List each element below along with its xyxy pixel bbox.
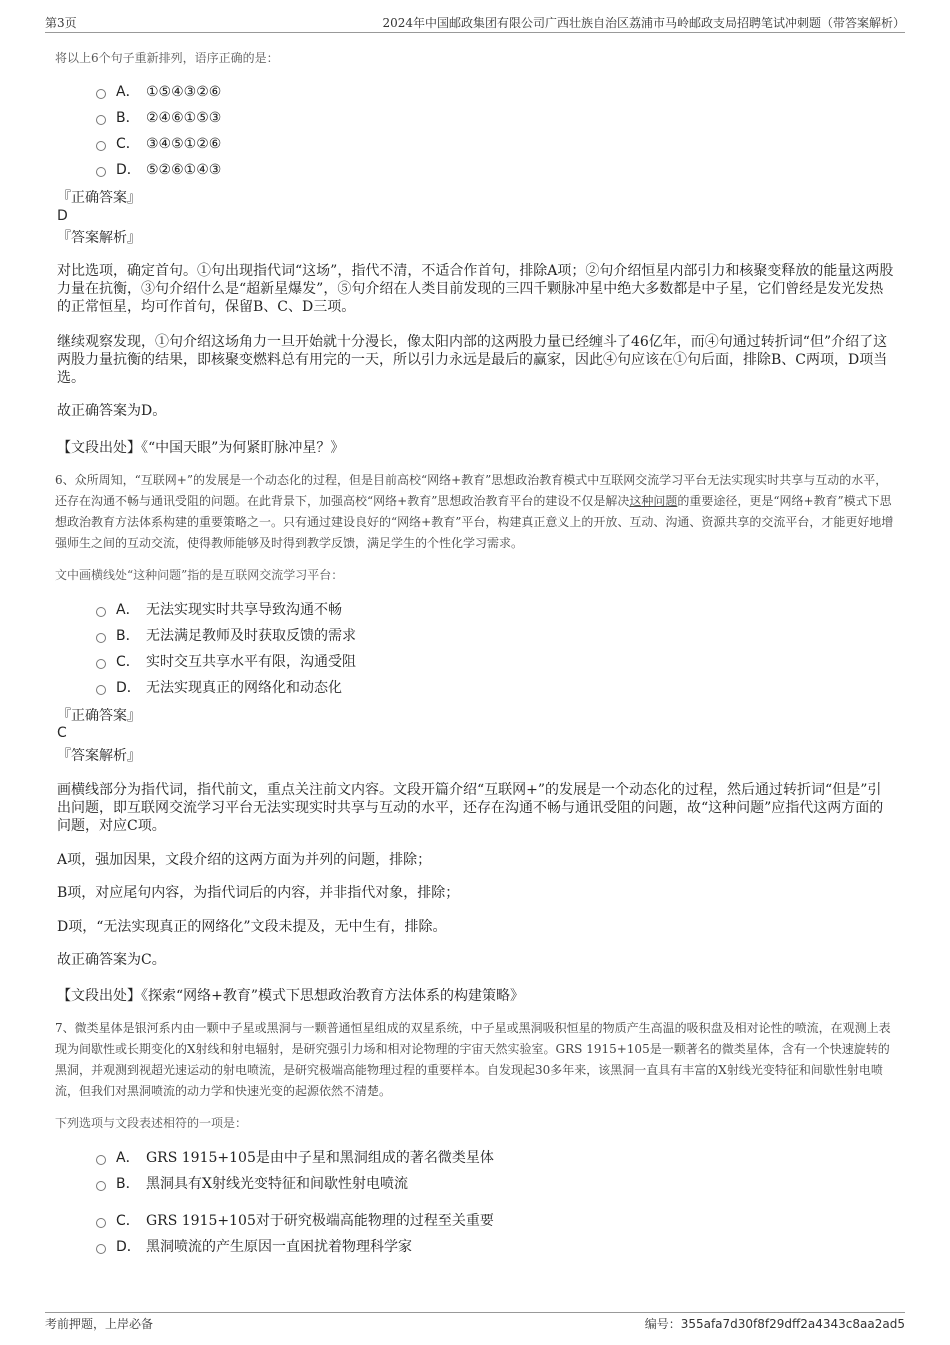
q7-option-b[interactable] [96,1175,408,1193]
q6-text-before: 6、众所周知，“互联网+”的发展是一个动态化的过程，但是目前高校“网络+教育”思想政治教育模式中互联网交流学习平台无法实现实时共享与互动的水平，还存在沟通不畅与通讯受阻的问题。在此背景下，加强高校“网络+教育”思想政治教育平台的建设不仅是解决 [55,473,888,508]
option-text: 实时交互共享水平有限，沟通受阻 [146,654,356,670]
document-title: 2024年中国邮政集团有限公司广西壮族自治区荔浦市马岭邮政支局招聘笔试冲刺题（带答案解析） [382,16,905,30]
q6-answer-tag: 『正确答案』 [57,708,141,724]
q6-analysis-p2: A项，强加因果，文段介绍的这两方面为并列的问题，排除； [57,852,432,868]
radio-icon[interactable] [96,167,106,177]
radio-icon[interactable] [96,89,106,99]
radio-icon[interactable] [96,1181,106,1191]
q5-analysis-p3: 故正确答案为D。 [57,403,167,419]
q6-text-after: 的重要途径，更是“网络+教育”模式下思想政治教育方法体系构建的重要策略之一。只有通过建设良好的“网络+教育”平台，构建真正意义上的开放、互动、沟通、资源共享的交流平台，才能更好地增强师生之间的互动交流，使得教师能够及时得到教学反馈，满足学生的个性化学习需求。 [55,494,894,550]
q5-analysis-p2: 继续观察发现，①句介绍这场角力一旦开始就十分漫长，像太阳内部的这两股力量已经缠斗了46亿年，而④句通过转折词“但”介绍了这两股力量抗衡的结果，即核聚变燃料总有用完的一天，所以引力永远是最后的赢家，因此④句应该在①句后面，排除B、C两项，D项当选。 [57,334,888,386]
option-label: B． [116,1176,140,1192]
q6-option-a[interactable] [96,601,342,619]
radio-icon[interactable] [96,607,106,617]
q6-option-d[interactable] [96,679,342,697]
q7-option-c[interactable] [96,1212,494,1230]
option-label: A． [116,602,140,618]
option-label: A． [116,1150,140,1166]
q6-option-c[interactable] [96,653,356,671]
q5-analysis-tag: 『答案解析』 [57,230,141,246]
radio-icon[interactable] [96,1155,106,1165]
q7-option-a[interactable] [96,1149,494,1167]
option-text: 无法实现实时共享导致沟通不畅 [146,602,342,618]
q5-answer: D [57,208,68,224]
option-label: C． [116,136,140,152]
option-text: GRS 1915+105是由中子星和黑洞组成的著名微类星体 [146,1150,494,1166]
q7-text: 7、微类星体是银河系内由一颗中子星或黑洞与一颗普通恒星组成的双星系统，中子星或黑洞吸积恒星的物质产生高温的吸积盘及相对论性的喷流，在观测上表现为间歇性或长期变化的X射线和射电辐射，是研究强引力场和相对论物理的宇宙天然实验室。GRS 1915+105是一颗著名的微类星体，含有一个快速旋转的黑洞，并观测到视超光速运动的射电喷流，是研究极端高能物理过程的重要样本。自发现起30多年来，该黑洞一直具有丰富的X射线光变特征和间歇性射电喷流，但我们对黑洞喷流的动力学和快速光变的起源依然不清楚。 [55,1021,891,1098]
option-label: D． [116,1239,141,1255]
q7-option-d[interactable] [96,1238,412,1256]
q6-analysis-p1: 画横线部分为指代词，指代前文，重点关注前文内容。文段开篇介绍“互联网+”的发展是一个动态化的过程，然后通过转折词“但是”引出问题，即互联网交流学习平台无法实现实时共享与互动的水平，还存在沟通不畅与通讯受阻的问题，故“这种问题”应指代这两方面的问题，对应C项。 [57,782,884,834]
q6-analysis-p4: D项，“无法实现真正的网络化”文段未提及，无中生有，排除。 [57,919,447,935]
radio-icon[interactable] [96,659,106,669]
q5-answer-tag: 『正确答案』 [57,190,141,206]
q5-analysis-p1: 对比选项，确定首句。①句出现指代词“这场”，指代不清，不适合作首句，排除A项；②句介绍恒星内部引力和核聚变释放的能量这两股力量在抗衡，③句介绍什么是“超新星爆发”，⑤句介绍在人类目前发现的三四千颗脉冲星中绝大多数都是中子星，它们曾经是发光发热的正常恒星，均可作首句，保留B、C、D三项。 [57,263,894,315]
option-text: 无法实现真正的网络化和动态化 [146,680,342,696]
option-text: ②④⑥①⑤③ [146,110,222,126]
option-text: 黑洞喷流的产生原因一直困扰着物理科学家 [146,1239,412,1255]
q5-prompt: 将以上6个句子重新排列，语序正确的是： [55,51,279,65]
option-label: C． [116,654,140,670]
option-text: ①⑤④③②⑥ [146,84,222,100]
page-number: 第3页 [45,16,77,30]
q6-option-b[interactable] [96,627,356,645]
radio-icon[interactable] [96,1218,106,1228]
option-label: B． [116,628,140,644]
radio-icon[interactable] [96,141,106,151]
option-label: C． [116,1213,140,1229]
q6-analysis-tag: 『答案解析』 [57,748,141,764]
radio-icon[interactable] [96,633,106,643]
q6-analysis-p5: 故正确答案为C。 [57,952,166,968]
q6-text [55,470,897,554]
q7-prompt: 下列选项与文段表述相符的一项是： [55,1116,248,1130]
q5-source: 【文段出处】《“中国天眼”为何紧盯脉冲星？》 [57,440,345,456]
page-footer [45,1312,905,1333]
q6-analysis-p3: B项，对应尾句内容，为指代词后的内容，并非指代对象，排除； [57,885,460,901]
q5-option-d[interactable] [96,161,221,179]
q5-option-b[interactable] [96,109,221,127]
radio-icon[interactable] [96,1244,106,1254]
q6-answer: C [57,725,67,741]
page-header [45,14,905,33]
footer-slogan: 考前押题，上岸必备 [45,1317,154,1331]
radio-icon[interactable] [96,115,106,125]
option-label: A． [116,84,140,100]
document-id: 编号：355afa7d30f8f29dff2a4343c8aa2ad5 [644,1317,905,1331]
option-text: ③④⑤①②⑥ [146,136,222,152]
option-text: 黑洞具有X射线光变特征和间歇性射电喷流 [146,1176,408,1192]
option-text: 无法满足教师及时获取反馈的需求 [146,628,356,644]
option-label: D． [116,680,141,696]
option-text: GRS 1915+105对于研究极端高能物理的过程至关重要 [146,1213,494,1229]
q6-prompt: 文中画横线处“这种问题”指的是互联网交流学习平台： [55,568,344,582]
radio-icon[interactable] [96,685,106,695]
q5-option-a[interactable] [96,83,221,101]
q6-source: 【文段出处】《探索“网络+教育”模式下思想政治教育方法体系的构建策略》 [57,988,525,1004]
option-label: D． [116,162,141,178]
option-text: ⑤②⑥①④③ [146,162,222,178]
q5-option-c[interactable] [96,135,221,153]
q6-underlined-phrase: 这种问题 [629,494,678,508]
option-label: B． [116,110,140,126]
